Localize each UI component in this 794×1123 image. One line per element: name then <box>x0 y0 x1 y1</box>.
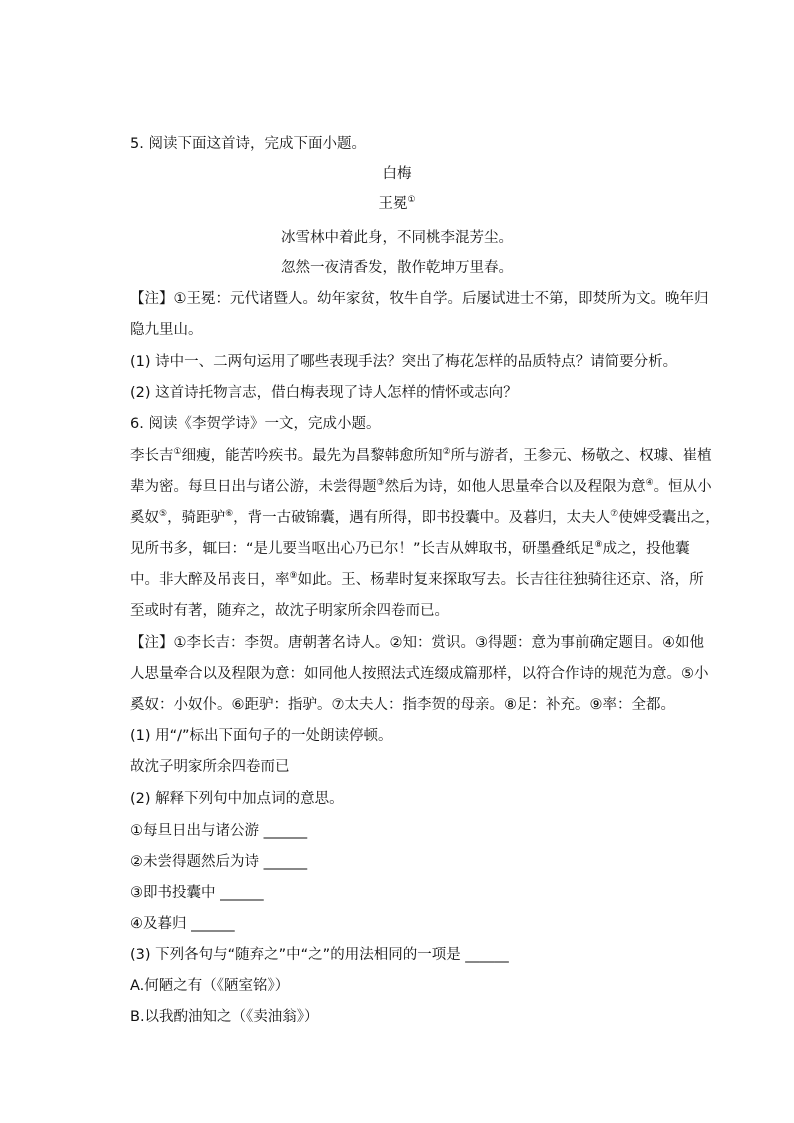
poem-note-line-1: 【注】①王冕：元代诸暨人。幼年家贫，牧牛自学。后屡试进士不第，即焚所为文。晚年归 <box>130 291 709 307</box>
passage-line-2: 辈为密。每旦日出与诸公游，未尝得题③然后为诗，如他人思量牵合以及程限为意④。恒从小 <box>130 478 712 495</box>
question-6-sub-1-sentence: 故沈子明家所余四卷而已 <box>130 759 290 775</box>
passage-note-line-3: 奚奴：小奴仆。⑥距驴：指驴。⑦太夫人：指李贺的母亲。⑧足：补充。⑨率：全都。 <box>130 697 675 713</box>
passage-line-3: 奚奴⑤，骑距驴⑥，背一古破锦囊，遇有所得，即书投囊中。及暮归，太夫人⑦使婢受囊出之， <box>130 509 720 526</box>
passage-line-1: 李长吉①细瘦，能苦吟疾书。最先为昌黎韩愈所知②所与游者，王参元、杨敬之、权璩、崔植 <box>130 447 712 464</box>
item-3: ③即书投囊中 ______ <box>130 885 264 901</box>
passage-line-5: 中。非大醉及吊丧日，率⑨如此。王、杨辈时复来探取写去。长吉往往独骑往还京、洛，所 <box>130 571 704 588</box>
item-1: ①每旦日出与诸公游 ______ <box>130 823 308 839</box>
passage-line-4: 见所书多，辄曰：“是儿要当呕出心乃已尔！”长吉从婢取书，研墨叠纸足⑧成之，投他囊 <box>130 540 690 557</box>
question-6-sub-2: (2) 解释下列句中加点词的意思。 <box>130 791 344 807</box>
poem-title: 白梅 <box>382 166 412 182</box>
passage-line-6: 至或时有著，随弃之，故沈子明家所余四卷而已。 <box>130 603 449 619</box>
poem-author <box>0 194 794 214</box>
question-5-sub-1: (1) 诗中一、二两句运用了哪些表现手法？突出了梅花怎样的品质特点？请简要分析。 <box>130 354 678 370</box>
footnote-marker: ① <box>407 195 416 206</box>
question-6-sub-3: (3) 下列各句与“随弃之”中“之”的用法相同的一项是 ______ <box>130 947 509 963</box>
question-6-heading: 6. 阅读《李贺学诗》一文，完成小题。 <box>130 416 381 432</box>
poem-line-1: 冰雪林中着此身，不同桃李混芳尘。 <box>281 230 513 246</box>
poem-note-line-2: 隐九里山。 <box>130 322 203 338</box>
item-2: ②未尝得题然后为诗 ______ <box>130 854 308 870</box>
question-6-sub-1: (1) 用“/”标出下面句子的一处朗读停顿。 <box>130 728 393 744</box>
option-a: A.何陋之有（《陋室铭》） <box>130 978 290 994</box>
passage-note-line-2: 人思量牵合以及程限为意：如同他人按照法式连缀成篇那样，以符合作诗的规范为意。⑤小 <box>130 666 709 682</box>
question-5-heading: 5. 阅读下面这首诗，完成下面小题。 <box>130 136 366 152</box>
poet-name: 王冕 <box>378 196 408 212</box>
item-4: ④及暮归 ______ <box>130 916 235 932</box>
poem-line-2: 忽然一夜清香发，散作乾坤万里春。 <box>281 260 513 276</box>
question-5-sub-2: (2) 这首诗托物言志，借白梅表现了诗人怎样的情怀或志向？ <box>130 385 518 401</box>
passage-note-line-1: 【注】①李长吉：李贺。唐朝著名诗人。②知：赏识。③得题：意为事前确定题目。④如他 <box>130 635 704 651</box>
option-b: B.以我酌油知之（《卖油翁》） <box>130 1009 319 1025</box>
